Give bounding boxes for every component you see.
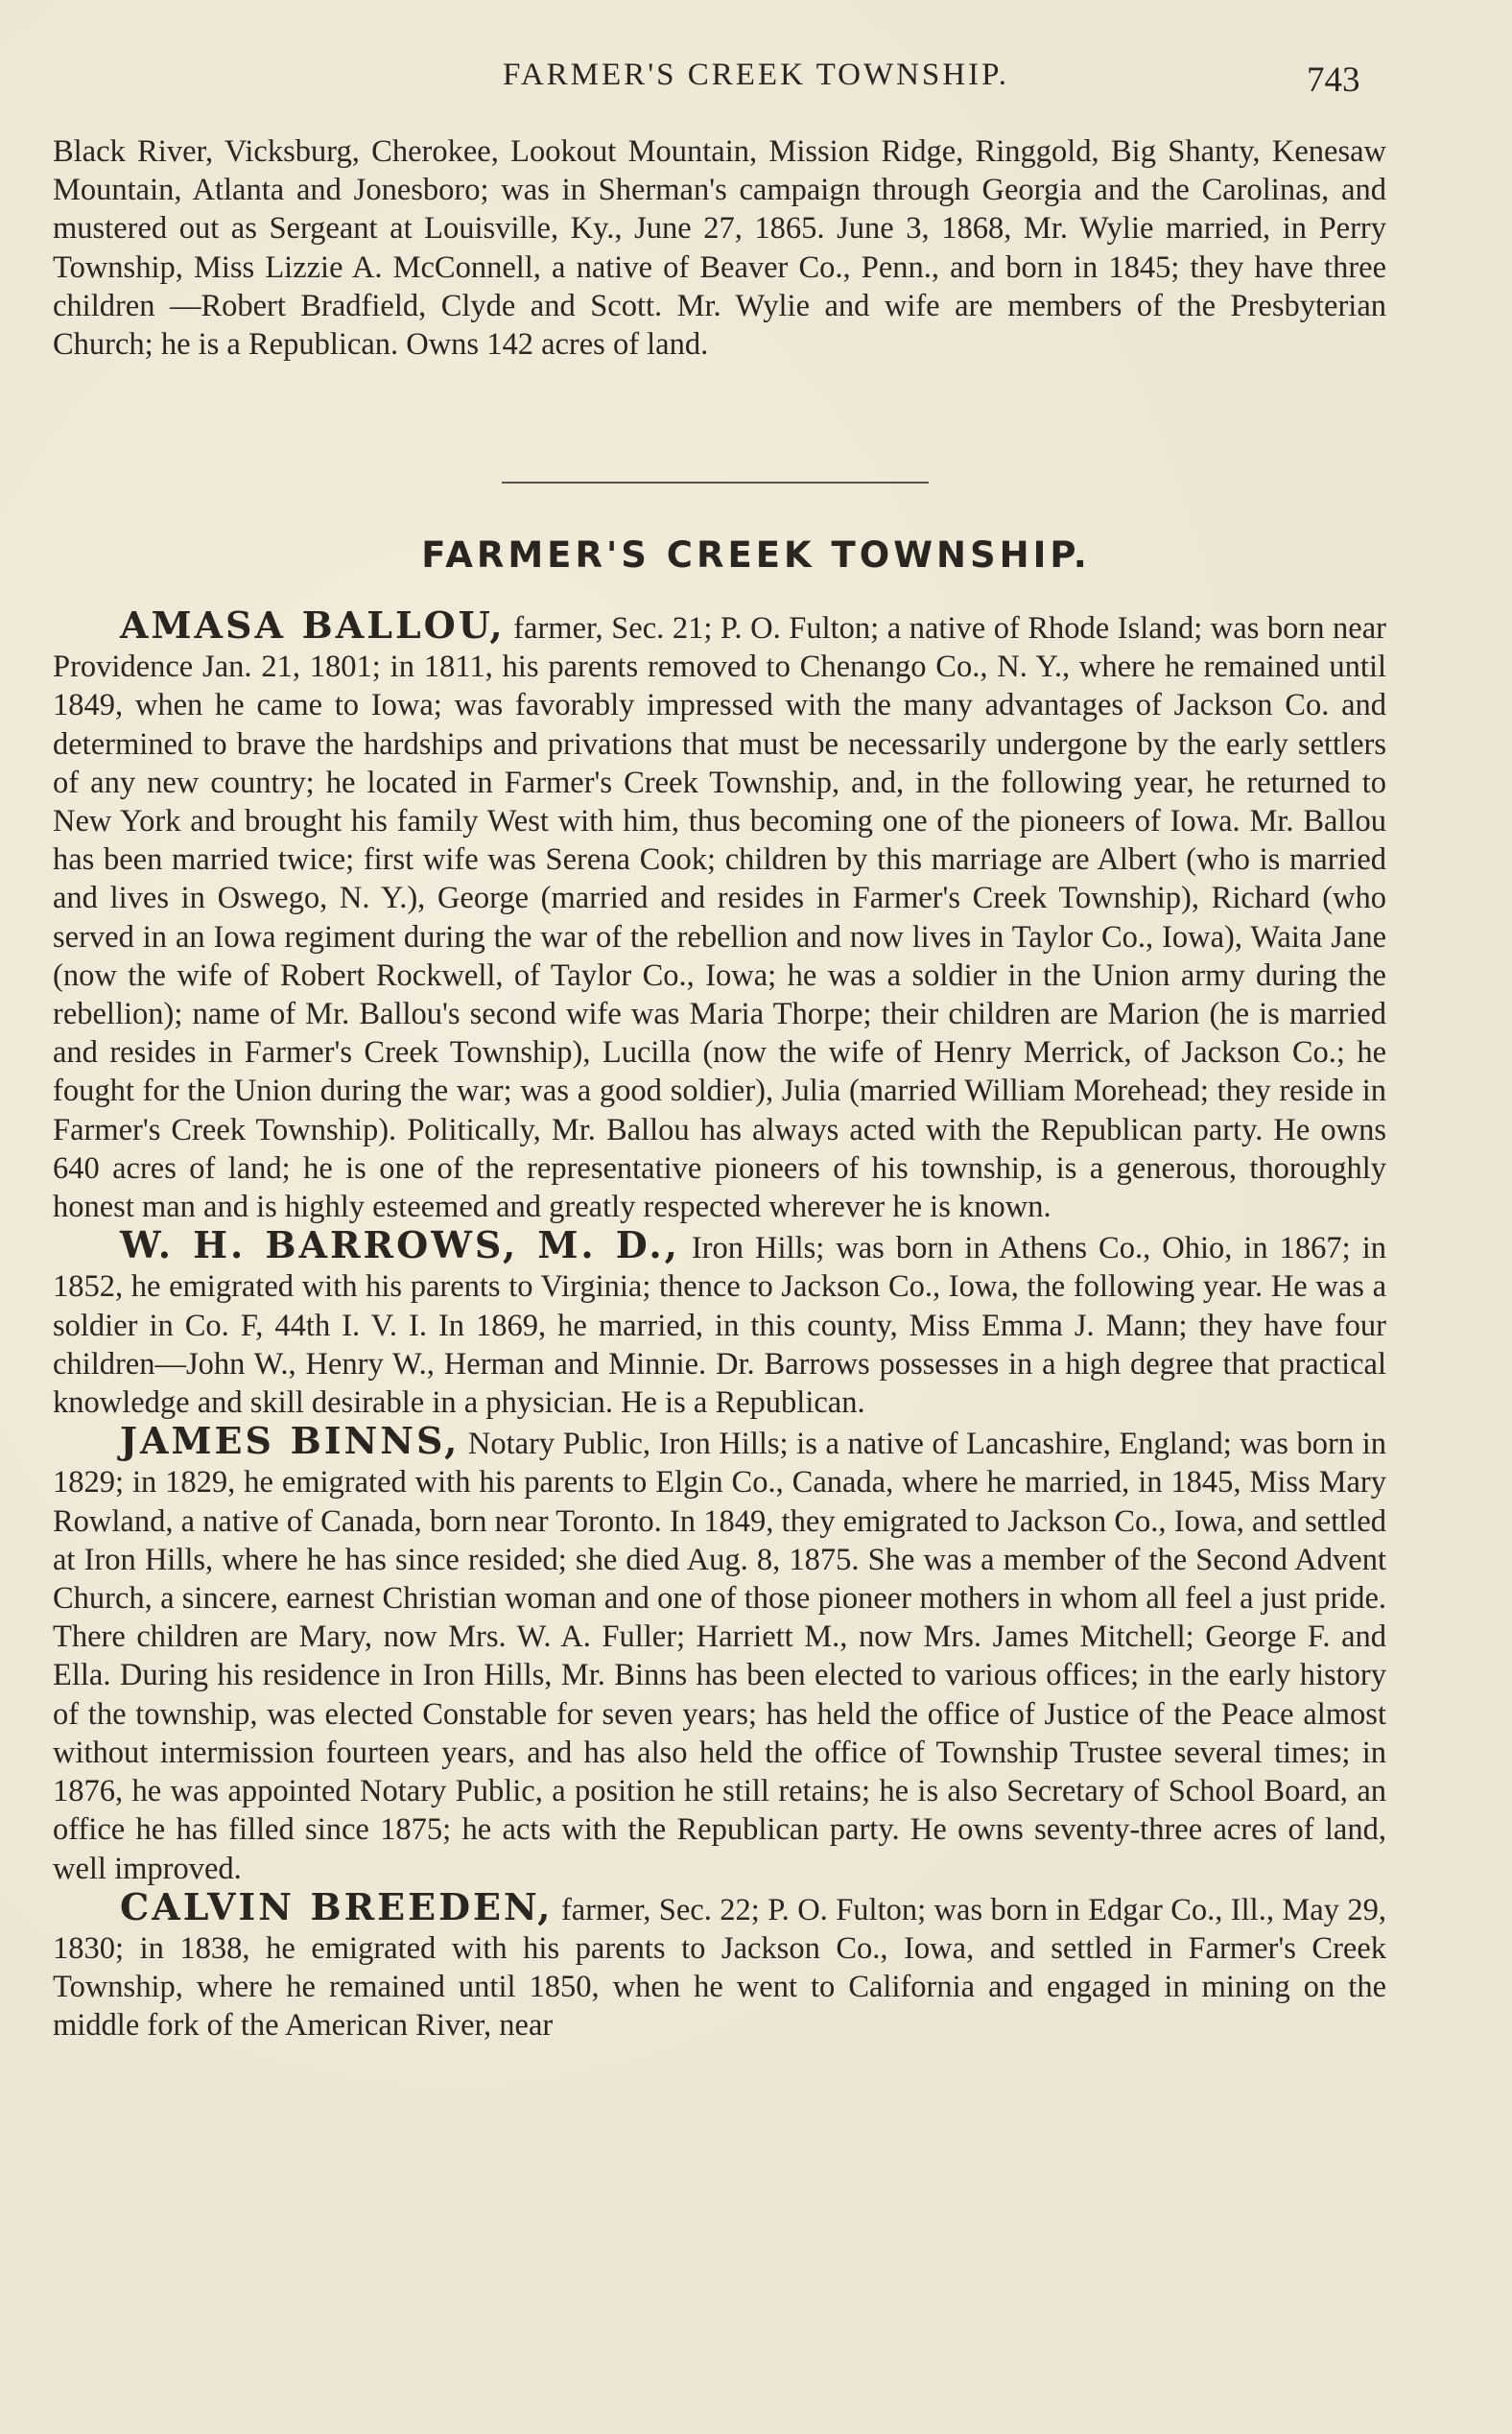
entry-name: JAMES BINNS, [120,1419,461,1463]
biography-entry-barrows [53,1223,1386,1422]
section-divider [502,482,929,484]
entry-name: W. H. BARROWS, M. D., [120,1223,680,1267]
continued-biography [53,132,1386,364]
running-title: FARMER'S CREEK TOWNSHIP. [502,58,1010,92]
entry-name: AMASA BALLOU, [120,603,506,647]
entry-name: CALVIN BREEDEN, [120,1884,554,1928]
page-number: 743 [1307,60,1360,100]
biography-list [53,603,1386,2045]
biography-entry-breeden [53,1884,1386,2045]
entry-text: Iron Hills; was born in Athens Co., Ohio, in 1867; in 1852, he emigrated with his parents to Virginia; thence to Jackson Co., Iowa, the following year. He was a soldier in Co. F, 44th I. V. I. In 1869, he married, in this county, Miss Emma J. Mann; they have four children—John W., Henry W., Herman and Minnie. Dr. Barrows possesses in a high degree that practical knowledge and skill desirable in a physician. He is a Republican. [53,1231,1386,1421]
entry-text: farmer, Sec. 22; P. O. Fulton; was born in Edgar Co., Ill., May 29, 1830; in 1838, he emigrated with his parents to Jackson Co., Iowa, and settled in Farmer's Creek Township, where he remained until 1850, when he went to California and engaged in mining on the middle fork of the American River, near [53,1892,1386,2044]
biography-entry-ballou [53,603,1386,1226]
section-title: FARMER'S CREEK TOWNSHIP. [421,534,1091,576]
biography-entry-binns [53,1419,1386,1887]
entry-text: farmer, Sec. 21; P. O. Fulton; a native of Rhode Island; was born near Providence Jan. 21, 1801; in 1811, his parents removed to Chenango Co., N. Y., where he remained until 1849, when he came to Iowa; was favorably impressed with the many advantages of Jackson Co. and determined to brave the hardships and privations that must be necessarily undergone by the early settlers of any new country; he located in Farmer's Creek Township, and, in the following year, he returned to New York and brought his family West with him, thus becoming one of the pioneers of Iowa. Mr. Ballou has been married twice; first wife was Serena Cook; children by this marriage are Albert (who is married and lives in Oswego, N. Y.), George (married and resides in Farmer's Creek Township), Richard (who served in an Iowa regiment during the war of the rebellion and now lives in Taylor Co., Iowa), Waita Jane (now the wife of Robert Rockwell, of Taylor Co., Iowa; he was a soldier in the Union army during the rebellion); name of Mr. Ballou's second wife was Maria Thorpe; their children are Marion (he is married and resides in Farmer's Creek Township), Lucilla (now the wife of Henry Merrick, of Jackson Co.; he fought for the Union during the war; was a good soldier), Julia (married William Morehead; they reside in Farmer's Creek Township). Politically, Mr. Ballou has always acted with the Republican party. He owns 640 acres of land; he is one of the representative pioneers of his township, is a generous, thoroughly honest man and is highly esteemed and greatly respected wherever he is known. [53,611,1386,1225]
entry-text: Notary Public, Iron Hills; is a native of Lancashire, England; was born in 1829; in 1829, he emigrated with his parents to Elgin Co., Canada, where he married, in 1845, Miss Mary Rowland, a native of Canada, born near Toronto. In 1849, they emigrated to Jackson Co., Iowa, and settled at Iron Hills, where he has since resided; she died Aug. 8, 1875. She was a member of the Second Advent Church, a sincere, earnest Christian woman and one of those pioneer mothers in whom all feel a just pride. There children are Mary, now Mrs. W. A. Fuller; Harriett M., now Mrs. James Mitchell; George F. and Ella. During his residence in Iron Hills, Mr. Binns has been elected to various offices; in the early history of the township, was elected Constable for seven years; has held the office of Justice of the Peace almost without intermission fourteen years, and has also held the office of Township Trustee several times; in 1876, he was appointed Notary Public, a position he still retains; he is also Secretary of School Board, an office he has filled since 1875; he acts with the Republican party. He owns seventy-three acres of land, well improved. [53,1427,1386,1886]
continued-paragraph: Black River, Vicksburg, Cherokee, Lookout Mountain, Mission Ridge, Ringgold, Big Shanty, Kenesaw Mountain, Atlanta and Jonesboro; was in Sherman's campaign through Georgia and the Carolinas, and mustered out as Sergeant at Louisville, Ky., June 27, 1865. June 3, 1868, Mr. Wylie married, in Perry Township, Miss Lizzie A. McConnell, a native of Beaver Co., Penn., and born in 1845; they have three children —Robert Bradfield, Clyde and Scott. Mr. Wylie and wife are members of the Presbyterian Church; he is a Republican. Owns 142 acres of land. [53,134,1386,363]
